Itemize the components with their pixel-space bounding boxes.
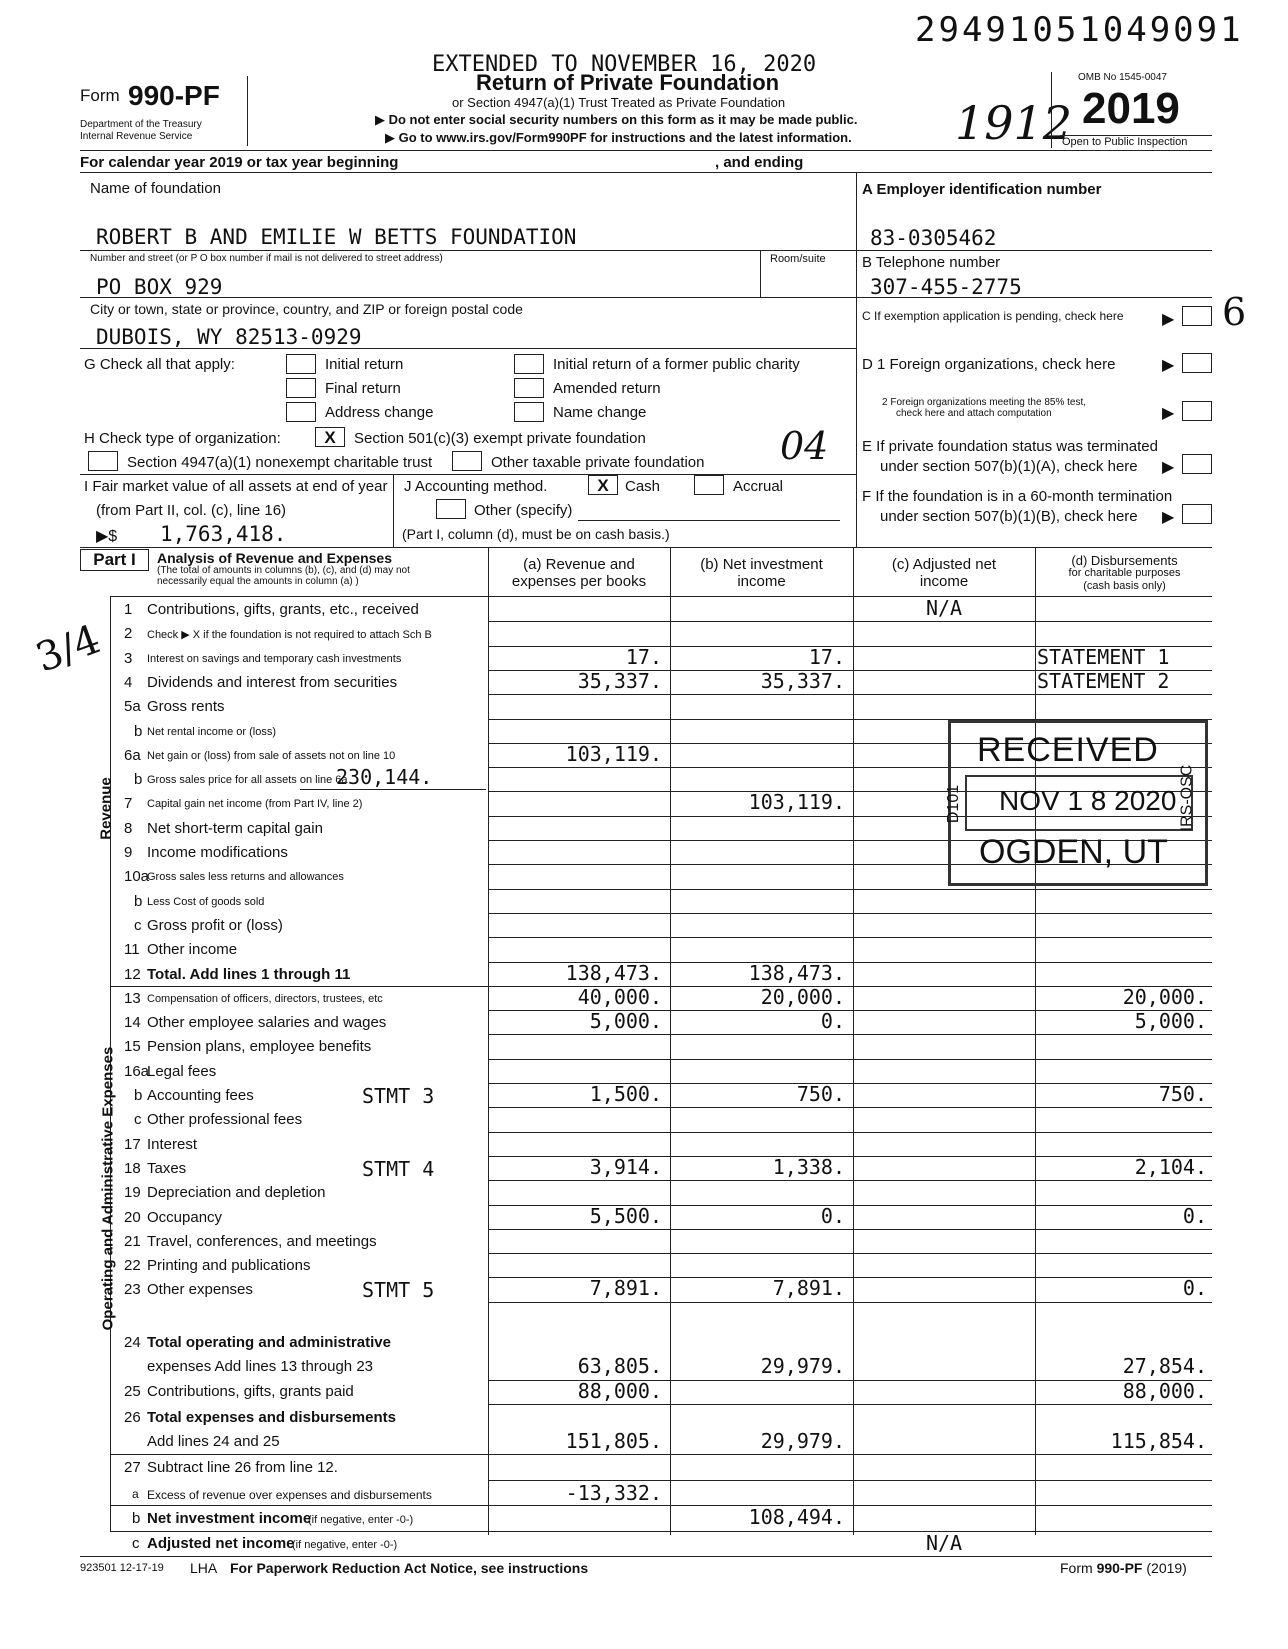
- col-b-line2: income: [737, 573, 786, 590]
- initial-return-checkbox[interactable]: [286, 354, 316, 374]
- row-statement-ref[interactable]: STMT 3: [362, 1084, 435, 1108]
- row-number: 12: [124, 965, 141, 983]
- row-number: 8: [124, 819, 133, 837]
- row-col-a: 3,914.: [589, 1154, 662, 1179]
- foundation-name: ROBERT B AND EMILIE W BETTS FOUNDATION: [96, 225, 577, 249]
- row-label: Interest on savings and temporary cash investments: [147, 652, 402, 665]
- col-d-line3: (cash basis only): [1083, 580, 1166, 592]
- form-title: Return of Private Foundation: [476, 70, 780, 95]
- row-number: 15: [124, 1038, 141, 1056]
- fmv-prefix: ▶$: [96, 528, 118, 545]
- accounting-label: J Accounting method.: [404, 478, 548, 495]
- row-number: 2: [124, 625, 133, 643]
- row-col-d: 0.: [1182, 1203, 1207, 1228]
- dln-number: 29491051049091: [915, 10, 1244, 50]
- row-col-b: 17.: [808, 644, 845, 669]
- row-col-c: N/A: [925, 596, 963, 620]
- 4947-label: Section 4947(a)(1) nonexempt charitable trust: [127, 454, 433, 471]
- row-col-a: 7,891.: [589, 1276, 662, 1301]
- arrow-icon: ▶: [1162, 311, 1175, 328]
- row-label: Taxes: [147, 1159, 187, 1177]
- terminated-checkbox[interactable]: [1182, 454, 1212, 474]
- footer-form-prefix: Form: [1060, 1560, 1097, 1576]
- row-statement-ref[interactable]: STMT 4: [362, 1156, 435, 1181]
- row-col-d: 2,104.: [1134, 1154, 1207, 1179]
- row27b-note: (if negative, enter -0-): [308, 1514, 414, 1526]
- row-label: Depreciation and depletion: [147, 1184, 326, 1202]
- other-taxable-label: Other taxable private foundation: [491, 454, 705, 471]
- part1-title: Analysis of Revenue and Expenses: [157, 550, 392, 566]
- final-return-label: Final return: [325, 380, 401, 397]
- other-method-label: Other (specify): [474, 502, 573, 519]
- footer-form-number: 990-PF: [1096, 1560, 1143, 1576]
- row26-label1: Total expenses and disbursements: [147, 1409, 396, 1426]
- row-number: 21: [124, 1232, 141, 1250]
- row-number: 14: [124, 1014, 141, 1032]
- termination-60-label: F If the foundation is in a 60-month termination: [862, 488, 1173, 505]
- row-number: 4: [124, 673, 133, 691]
- stamp-received: RECEIVED: [977, 731, 1159, 769]
- 501c3-checkbox[interactable]: X: [315, 427, 345, 447]
- row-label: Total. Add lines 1 through 11: [147, 965, 351, 983]
- row-number: 13: [124, 989, 141, 1007]
- fmv-label: I Fair market value of all assets at end of year: [84, 478, 388, 495]
- row24-label2: expenses Add lines 13 through 23: [147, 1358, 374, 1375]
- handwritten-c-mark: 6: [1222, 290, 1247, 334]
- row27-label: Subtract line 26 from line 12.: [147, 1459, 338, 1476]
- cash-label: Cash: [625, 478, 661, 495]
- row27b-letter: b: [132, 1510, 141, 1527]
- 4947-checkbox[interactable]: [88, 451, 118, 471]
- col-c-header: [855, 556, 1033, 590]
- row-number: c: [134, 916, 142, 934]
- col-a-header: [490, 556, 668, 590]
- handwritten-margin-note: 3/4: [30, 616, 107, 682]
- foundation-name-label: Name of foundation: [90, 180, 221, 197]
- row24-col-b: 29,979.: [760, 1354, 845, 1378]
- arrow-icon: ▶: [1162, 357, 1175, 374]
- address-change-label: Address change: [325, 404, 434, 421]
- exemption-pending-label: C If exemption application is pending, check here: [862, 309, 1124, 323]
- dept-label: Department of the Treasury: [80, 119, 202, 130]
- row-label: Net rental income or (loss): [147, 725, 276, 738]
- city-state-zip: DUBOIS, WY 82513-0929: [96, 325, 362, 349]
- initial-former-label: Initial return of a former public charity: [553, 356, 800, 373]
- row-col-a: 5,000.: [589, 1009, 662, 1034]
- row26-label2: Add lines 24 and 25: [147, 1433, 280, 1450]
- row-number: 9: [124, 844, 133, 861]
- footer-code: 923501 12-17-19: [80, 1562, 164, 1574]
- row-label: Less Cost of goods sold: [147, 895, 265, 908]
- fmv-label2: (from Part II, col. (c), line 16): [96, 502, 287, 519]
- amended-return-checkbox[interactable]: [514, 378, 544, 398]
- row-number: 22: [124, 1257, 141, 1275]
- col-d-line1: (d) Disbursements: [1071, 553, 1178, 568]
- irs-label: Internal Revenue Service: [80, 131, 193, 142]
- street-address: PO BOX 929: [96, 275, 223, 299]
- accrual-checkbox[interactable]: [694, 475, 724, 495]
- row-col-b: 0.: [820, 1009, 845, 1034]
- address-change-checkbox[interactable]: [286, 402, 316, 422]
- row24-number: 24: [124, 1334, 141, 1351]
- row-col-a: 138,473.: [565, 960, 662, 985]
- room-label: Room/suite: [770, 253, 826, 265]
- row25-col-d: 88,000.: [1122, 1379, 1207, 1403]
- ein-label: A Employer identification number: [862, 181, 1102, 198]
- name-change-checkbox[interactable]: [514, 402, 544, 422]
- name-change-label: Name change: [553, 404, 647, 421]
- form-number: 990-PF: [128, 80, 220, 111]
- row-label: Contributions, gifts, grants, etc., received: [147, 601, 419, 618]
- row-label: Interest: [147, 1135, 198, 1153]
- city-label: City or town, state or province, country, and ZIP or foreign postal code: [90, 301, 523, 317]
- cash-basis-note: (Part I, column (d), must be on cash basis.): [402, 526, 670, 542]
- row-label: Gross sales less returns and allowances: [147, 871, 344, 884]
- received-stamp: [945, 720, 1208, 886]
- row-col-b: 35,337.: [760, 668, 845, 693]
- row27c-label: Adjusted net income: [147, 1535, 295, 1552]
- extension-note: EXTENDED TO NOVEMBER 16, 2020: [432, 52, 817, 77]
- stamp-right-code: IRS-OSC: [1178, 764, 1196, 832]
- row-col-b: 1,338.: [772, 1154, 845, 1179]
- row27c-letter: c: [132, 1535, 140, 1552]
- footer-form-ref: [1060, 1560, 1187, 1576]
- row-number: 10a: [124, 868, 150, 886]
- row27b-col-b: 108,494.: [748, 1505, 845, 1529]
- h-label: H Check type of organization:: [84, 430, 281, 447]
- row-number: 23: [124, 1281, 141, 1299]
- row-number: b: [134, 892, 143, 910]
- instruction-website: ▶ Go to www.irs.gov/Form990PF for instructions and the latest information.: [385, 130, 852, 145]
- row-label: Capital gain net income (from Part IV, line 2): [147, 798, 363, 811]
- final-return-checkbox[interactable]: [286, 378, 316, 398]
- handwritten-code: 1912: [955, 96, 1073, 150]
- col-d-header: [1037, 554, 1212, 593]
- row-col-b: 7,891.: [772, 1276, 845, 1301]
- part1-desc1: (The total of amounts in columns (b), (c), and (d) may not: [157, 565, 410, 576]
- row-col-b: 103,119.: [748, 790, 845, 815]
- row26-col-b: 29,979.: [760, 1429, 845, 1453]
- row-col-d: 0.: [1182, 1276, 1207, 1301]
- col-b-line1: (b) Net investment: [700, 556, 823, 573]
- foreign-org-checkbox[interactable]: [1182, 353, 1212, 373]
- row25-col-a: 88,000.: [577, 1379, 662, 1403]
- row24-label1: Total operating and administrative: [147, 1334, 391, 1351]
- row-number: b: [134, 771, 143, 789]
- row25-label: Contributions, gifts, grants paid: [147, 1383, 354, 1400]
- terminated-label: E If private foundation status was terminated: [862, 438, 1158, 455]
- row-col-b: 138,473.: [748, 960, 845, 985]
- arrow-icon: ▶: [1162, 459, 1175, 476]
- row-label: Legal fees: [147, 1062, 217, 1080]
- row-label: Net gain or (loss) from sale of assets not on line 10: [147, 749, 396, 762]
- row-number: b: [134, 1087, 143, 1104]
- row-label: Occupancy: [147, 1208, 223, 1226]
- row-number: 18: [124, 1159, 141, 1177]
- initial-former-checkbox[interactable]: [514, 354, 544, 374]
- row27c-col-c: N/A: [925, 1531, 963, 1555]
- terminated-label2: under section 507(b)(1)(A), check here: [880, 458, 1138, 475]
- public-inspection: Open to Public Inspection: [1062, 136, 1188, 148]
- row-col-a: 1,500.: [589, 1082, 662, 1106]
- row-label: Gross rents: [147, 698, 225, 716]
- row-label: Other professional fees: [147, 1111, 303, 1129]
- col-d-line2: for charitable purposes: [1068, 567, 1181, 579]
- row-label: Net short-term capital gain: [147, 819, 323, 837]
- row25-number: 25: [124, 1383, 141, 1400]
- row-label: Gross sales price for all assets on line 6a: [147, 774, 348, 787]
- col-c-line1: (c) Adjusted net: [891, 556, 997, 573]
- initial-return-label: Initial return: [325, 356, 404, 373]
- row-label: Check ▶ X if the foundation is not required to attach Sch B: [147, 629, 432, 642]
- row-col-b: 20,000.: [760, 984, 845, 1009]
- row27a-col-a: -13,332.: [565, 1481, 662, 1505]
- row-inline-amount: 230,144.: [336, 765, 433, 790]
- tax-year-end-label: , and ending: [715, 154, 804, 171]
- row26-col-a: 151,805.: [565, 1429, 662, 1453]
- other-method-checkbox[interactable]: [436, 499, 466, 519]
- row-number: c: [134, 1111, 142, 1129]
- row-label: Printing and publications: [147, 1257, 311, 1275]
- footer-notice: For Paperwork Reduction Act Notice, see instructions: [230, 1560, 589, 1576]
- row27-number: 27: [124, 1459, 141, 1476]
- row24-col-d: 27,854.: [1122, 1354, 1207, 1378]
- row-col-b: 0.: [820, 1203, 845, 1228]
- row-col-a: 40,000.: [577, 984, 662, 1009]
- part1-tag: Part I: [80, 549, 149, 571]
- row26-col-d: 115,854.: [1110, 1429, 1207, 1453]
- accrual-label: Accrual: [733, 478, 784, 495]
- row-label: Gross profit or (loss): [147, 916, 283, 934]
- street-label: Number and street (or P O box number if mail is not delivered to street address): [90, 253, 443, 264]
- row-number: 16a: [124, 1062, 150, 1080]
- cash-checkbox[interactable]: X: [588, 475, 618, 495]
- row-label: Accounting fees: [147, 1087, 254, 1104]
- row-col-d: STATEMENT 2: [1037, 668, 1170, 693]
- row-label: Other income: [147, 941, 238, 959]
- foreign-org-label: D 1 Foreign organizations, check here: [862, 356, 1116, 373]
- row-label: Other employee salaries and wages: [147, 1014, 387, 1032]
- revenue-side-label: Revenue: [97, 777, 115, 840]
- row27a-label: Excess of revenue over expenses and disbursements: [147, 1488, 432, 1502]
- row-col-a: 35,337.: [577, 668, 662, 693]
- row24-col-a: 63,805.: [577, 1354, 662, 1378]
- stamp-date: NOV 1 8 2020: [999, 785, 1177, 816]
- row-label: Dividends and interest from securities: [147, 673, 398, 691]
- footer-form-year: (2019): [1142, 1560, 1187, 1576]
- row-col-d: 20,000.: [1122, 984, 1207, 1009]
- instruction-ssn: ▶ Do not enter social security numbers on this form as it may be made public.: [375, 112, 858, 127]
- row26-number: 26: [124, 1409, 141, 1426]
- arrow-icon: ▶: [1162, 405, 1175, 422]
- form-prefix: Form: [80, 86, 120, 105]
- row-number: 6a: [124, 746, 141, 764]
- row-number: 17: [124, 1135, 141, 1153]
- foreign-85-label2: check here and attach computation: [896, 408, 1052, 419]
- row-number: b: [134, 722, 143, 740]
- handwritten-04: 04: [780, 424, 829, 468]
- row-label: Compensation of officers, directors, trustees, etc: [147, 992, 383, 1005]
- termination-60-label2: under section 507(b)(1)(B), check here: [880, 508, 1138, 525]
- col-a-line1: (a) Revenue and: [523, 556, 635, 573]
- g-label: G Check all that apply:: [84, 356, 235, 373]
- row-label: Income modifications: [147, 844, 288, 861]
- arrow-icon: ▶: [1162, 509, 1175, 526]
- row-number: 3: [124, 649, 133, 667]
- footer-lha: LHA: [190, 1560, 218, 1576]
- row-label: Pension plans, employee benefits: [147, 1038, 372, 1056]
- part1-desc2: necessarily equal the amounts in column (a) ): [157, 576, 359, 587]
- row-col-d: 750.: [1158, 1082, 1207, 1106]
- amended-return-label: Amended return: [553, 380, 661, 397]
- row-number: 19: [124, 1184, 141, 1202]
- phone-label: B Telephone number: [862, 254, 1001, 271]
- row-col-d: 5,000.: [1134, 1009, 1207, 1034]
- omb-number: OMB No 1545-0047: [1078, 72, 1167, 83]
- row-col-a: 103,119.: [565, 741, 662, 766]
- row27c-note: (if negative, enter -0-): [292, 1539, 398, 1551]
- stamp-left-code: D101: [945, 784, 963, 824]
- ein-value: 83-0305462: [870, 226, 997, 250]
- col-b-header: [672, 556, 851, 590]
- other-taxable-checkbox[interactable]: [452, 451, 482, 471]
- foreign-85-checkbox[interactable]: [1182, 401, 1212, 421]
- row27b-label: Net investment income: [147, 1510, 312, 1527]
- tax-year: 2019: [1082, 84, 1180, 133]
- tax-year-begin-label: For calendar year 2019 or tax year beginning: [80, 154, 399, 171]
- stamp-city: OGDEN, UT: [979, 833, 1168, 871]
- col-c-line2: income: [919, 573, 969, 590]
- col-a-line2: expenses per books: [511, 573, 647, 590]
- 501c3-label: Section 501(c)(3) exempt private foundation: [354, 430, 646, 447]
- exemption-pending-checkbox[interactable]: [1182, 306, 1212, 326]
- expenses-side-label: Operating and Administrative Expenses: [99, 1046, 117, 1331]
- row27a-letter: a: [132, 1487, 139, 1501]
- termination-60-checkbox[interactable]: [1182, 504, 1212, 524]
- fmv-value: 1,763,418.: [160, 522, 287, 546]
- foreign-85-label: 2 Foreign organizations meeting the 85% test,: [882, 397, 1087, 408]
- row-number: 7: [124, 795, 133, 813]
- row-number: 5a: [124, 698, 141, 716]
- row-statement-ref[interactable]: STMT 5: [362, 1278, 435, 1303]
- row-col-b: 750.: [796, 1082, 845, 1106]
- row-number: 1: [124, 601, 133, 618]
- phone-value: 307-455-2775: [870, 275, 1022, 299]
- row-number: 20: [124, 1208, 141, 1226]
- row-label: Travel, conferences, and meetings: [147, 1232, 377, 1250]
- row-col-a: 5,500.: [589, 1203, 662, 1228]
- row-label: Other expenses: [147, 1281, 253, 1299]
- row-col-d: STATEMENT 1: [1037, 644, 1170, 669]
- row-col-a: 17.: [625, 644, 662, 669]
- form-subtitle: or Section 4947(a)(1) Trust Treated as Private Foundation: [452, 95, 786, 110]
- row-number: 11: [124, 941, 140, 959]
